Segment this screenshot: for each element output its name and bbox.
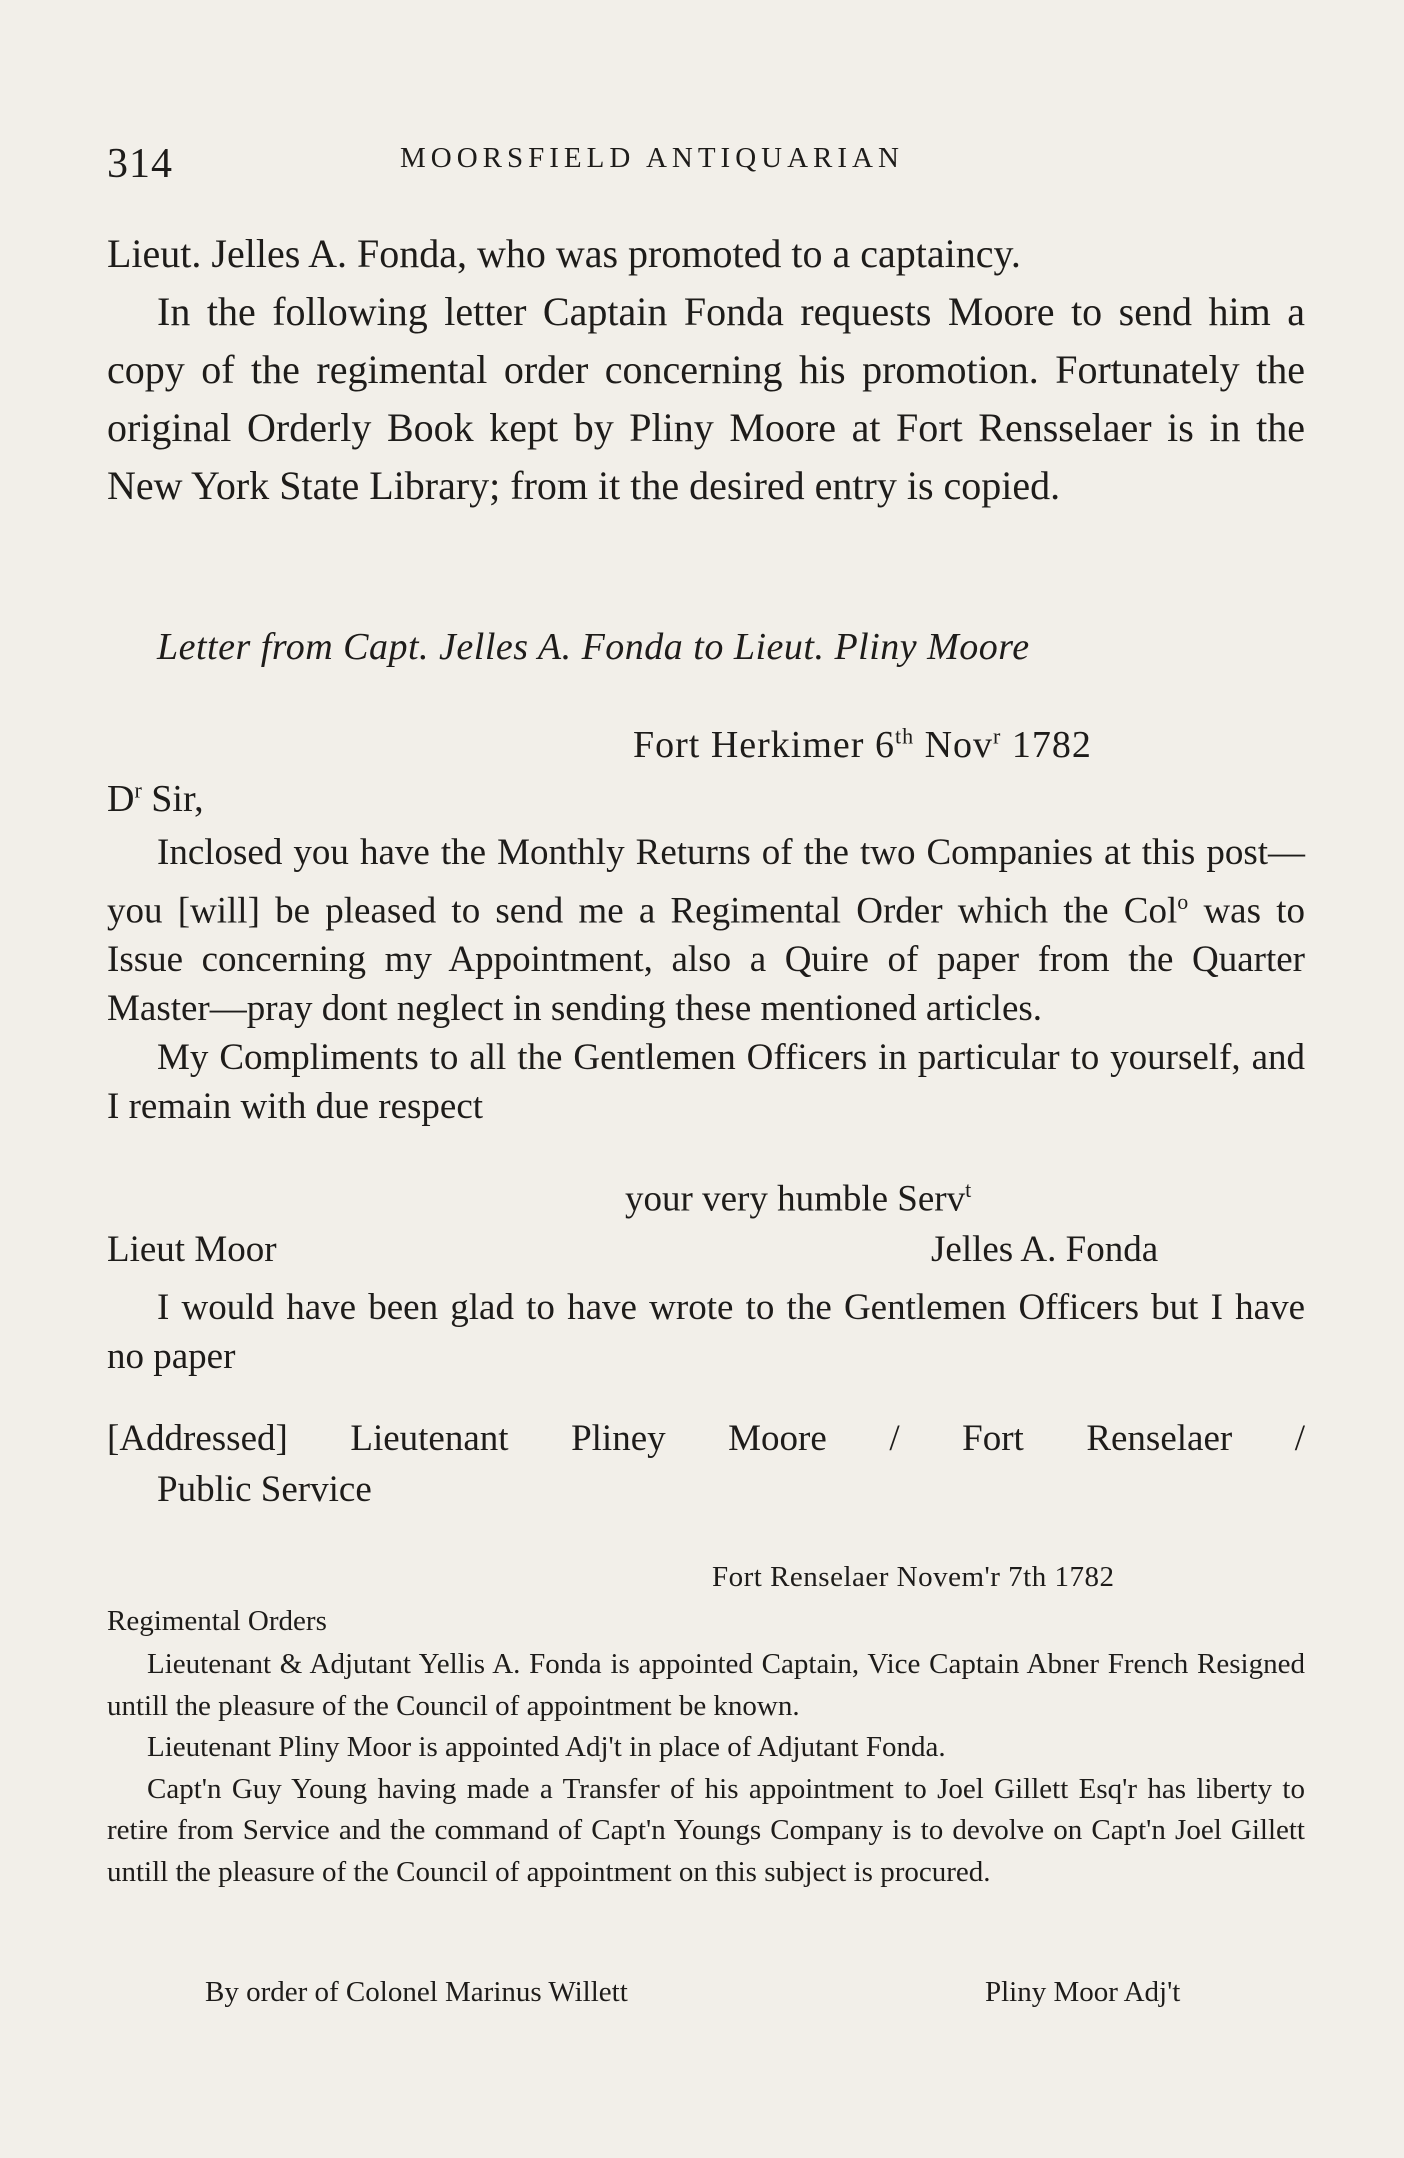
- address-line-2: Public Service: [157, 1469, 372, 1510]
- intro-text: [107, 225, 1305, 515]
- orders-paragraph-3: Capt'n Guy Young having made a Transfer of his appointment to Joel Gillett Esq'r has liberty to retire from Service and the command of Capt'n Youngs Company is to devolve on Capt'n Joel Gillett untill the pleasure of the Council of appointment on this subject is procured.: [107, 1772, 1305, 1888]
- letter-postscript: I would have been glad to have wrote to the Gentlemen Officers but I have no paper: [107, 1287, 1305, 1377]
- letter-date: Fort Herkimer 6th Nov$^r$ 1782: [633, 723, 1092, 766]
- orders-signature: Pliny Moor Adj't: [985, 1976, 1181, 2008]
- letter-paragraph-2: My Compliments to all the Gentlemen Officers in particular to yourself, and I remain with due respect: [107, 1037, 1305, 1128]
- letter-address: [107, 1413, 1305, 1515]
- orders-body: [107, 1644, 1305, 1893]
- letter-closing: your very humble Serv$^t$: [625, 1177, 972, 1220]
- letter-body: [107, 828, 1305, 1131]
- orders-by-order: By order of Colonel Marinus Willett: [205, 1976, 628, 2008]
- intro-paragraph: In the following letter Captain Fonda requests Moore to send him a copy of the regimental order concerning his promotion. Fortunately the original Orderly Book kept by Pliny Moore at Fort Rensselaer is in the New York State Library; from it the desired entry is copied.: [107, 289, 1305, 508]
- letter-heading: Letter from Capt. Jelles A. Fonda to Lieut. Pliny Moore: [157, 626, 1030, 668]
- orders-paragraph-2: Lieutenant Pliny Moor is appointed Adj't in place of Adjutant Fonda.: [147, 1731, 946, 1763]
- address-line-1: [Addressed] Lieutenant Pliney Moore / Fort Renselaer /: [107, 1418, 1305, 1459]
- orders-paragraph-1: Lieutenant & Adjutant Yellis A. Fonda is appointed Captain, Vice Captain Abner French Resigned untill the pleasure of the Council of appointment be known.: [107, 1648, 1305, 1722]
- orders-date: Fort Renselaer Novem'r 7th 1782: [712, 1561, 1115, 1593]
- intro-continued-line: Lieut. Jelles A. Fonda, who was promoted to a captaincy.: [107, 231, 1021, 276]
- letter-signature: Jelles A. Fonda: [931, 1229, 1159, 1270]
- orders-title: Regimental Orders: [107, 1605, 327, 1637]
- letter-salutation: $D^r$ Sir,: [107, 777, 204, 820]
- letter-recipient: Lieut Moor: [107, 1229, 277, 1270]
- running-head: MOORSFIELD ANTIQUARIAN: [400, 142, 904, 174]
- letter-postscript-block: [107, 1283, 1305, 1381]
- page-number: 314: [107, 141, 173, 187]
- letter-paragraph-1: Inclosed you have the Monthly Returns of the two Companies at this post—you [will] be pleased to send me a Regimental Order which the Col$^o$ was to Issue concerning my Appointment, also a Quire of paper from the Quarter Master—pray dont neglect in sending these mentioned articles.: [107, 832, 1305, 1030]
